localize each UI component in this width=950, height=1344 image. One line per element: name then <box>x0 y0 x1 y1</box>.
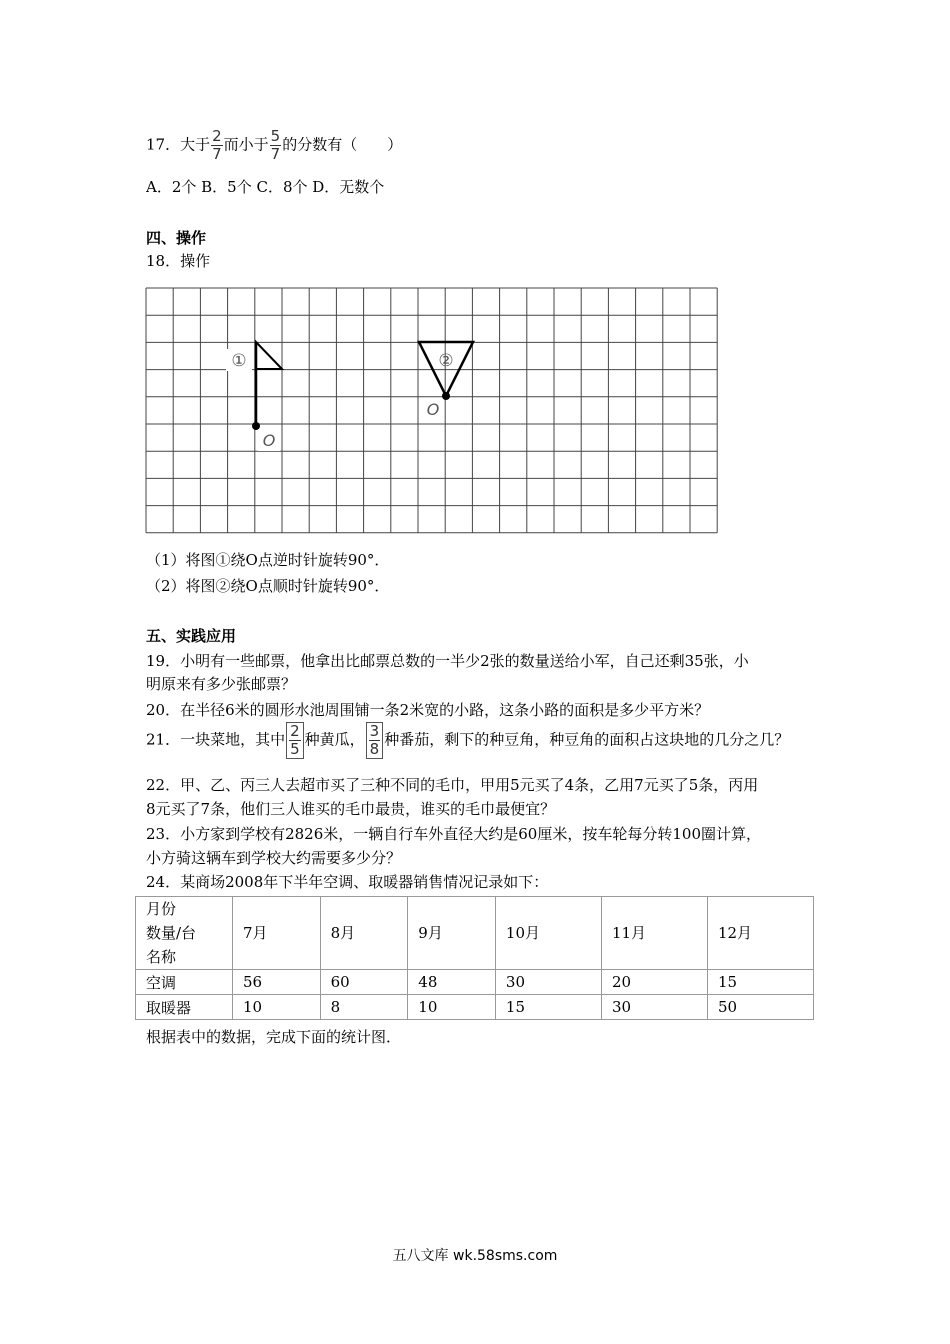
q19-line-1: 19．小明有一些邮票，他拿出比邮票总数的一半少2张的数量送给小军，自己还剩35张，小 <box>146 652 749 670</box>
q17-text-a: 大于 <box>180 135 211 154</box>
q17-fraction-1-num: 2 <box>212 127 222 145</box>
table-cell: 20 <box>601 970 707 995</box>
q17-fraction-1 <box>211 128 223 163</box>
month-header: 9月 <box>408 897 496 970</box>
figure-2-pivot-point <box>442 392 450 400</box>
section5-title: 五、实践应用 <box>146 627 237 645</box>
month-header: 12月 <box>707 897 813 970</box>
q18-task-1: （1）将图①绕O点逆时针旋转90°． <box>146 551 390 569</box>
q17-fraction-2-num: 5 <box>270 127 281 145</box>
table-cell: 30 <box>495 970 601 995</box>
q21-text-c: 种番茄，剩下的种豆角，种豆角的面积占这块地的几分之几？ <box>384 730 790 749</box>
q21-stem <box>146 722 789 759</box>
q17-text-b: 而小于 <box>223 135 269 154</box>
q21-text-b: 种黄瓜， <box>304 730 365 749</box>
figure-1-pivot-point <box>252 422 260 430</box>
figure-1-flag <box>252 342 282 430</box>
row-name: 取暖器 <box>136 995 233 1020</box>
table-cell: 60 <box>320 970 408 995</box>
q19-line-2: 明原来有多少张邮票？ <box>146 675 297 693</box>
table-cell: 10 <box>233 995 321 1020</box>
page-footer: 五八文库 wk.58sms.com <box>392 1248 558 1264</box>
month-header: 10月 <box>495 897 601 970</box>
q24-line-1: 24．某商场2008年下半年空调、取暖器销售情况记录如下： <box>146 873 549 891</box>
table-cell: 56 <box>233 970 321 995</box>
q21-fraction-2-num: 3 <box>369 722 380 740</box>
q21-fraction-1-den: 5 <box>290 740 300 758</box>
point-2-label: O <box>426 400 440 419</box>
rotation-grid-figure <box>144 284 724 540</box>
table-row <box>136 970 814 995</box>
q21-fraction-2-den: 8 <box>369 740 380 758</box>
figure-1-triangle <box>256 342 282 369</box>
table-cell: 50 <box>707 995 813 1020</box>
table-cell: 10 <box>408 995 496 1020</box>
table-cell: 30 <box>601 995 707 1020</box>
month-header: 11月 <box>601 897 707 970</box>
q24-instruction: 根据表中的数据，完成下面的统计图． <box>146 1028 402 1046</box>
q22-line-2: 8元买了7条，他们三人谁买的毛巾最贵，谁买的毛巾最便宜？ <box>146 800 556 818</box>
section4-title: 四、操作 <box>146 229 207 247</box>
q17-fraction-1-den: 7 <box>212 145 222 163</box>
point-1-label: O <box>262 431 276 450</box>
figure-2-label: ② <box>438 351 454 371</box>
q18-task-2: （2）将图②绕O点顺时针旋转90°． <box>146 577 390 595</box>
q17-stem <box>146 128 402 163</box>
q17-options: A．2个 B．5个 C．8个 D．无数个 <box>146 178 385 196</box>
q17-fraction-2-den: 7 <box>270 145 281 163</box>
q22-line-1: 22．甲、乙、丙三人去超市买了三种不同的毛巾，甲用5元买了4条，乙用7元买了5条，丙用 <box>146 776 759 794</box>
q21-text-a: 21．一块菜地，其中 <box>146 730 286 749</box>
table-cell: 15 <box>495 995 601 1020</box>
corner-header-line-name: 名称 <box>146 948 177 966</box>
q17-fraction-2 <box>270 128 282 163</box>
q21-fraction-1-num: 2 <box>290 722 300 740</box>
q21-fraction-2 <box>366 722 384 759</box>
corner-header-line-quantity: 数量/台 <box>146 924 197 942</box>
table-cell: 48 <box>408 970 496 995</box>
q21-fraction-1 <box>286 722 304 759</box>
q23-line-2: 小方骑这辆车到学校大约需要多少分？ <box>146 849 402 867</box>
q17-text-c: 的分数有（ ） <box>282 135 403 154</box>
month-header: 8月 <box>320 897 408 970</box>
row-name: 空调 <box>136 970 233 995</box>
sales-table <box>135 896 814 1020</box>
table-cell: 8 <box>320 995 408 1020</box>
table-header-row <box>136 897 814 970</box>
table-cell: 15 <box>707 970 813 995</box>
q20-line-1: 20．在半径6米的圆形水池周围铺一条2米宽的小路，这条小路的面积是多少平方米？ <box>146 701 710 719</box>
table-corner-header <box>136 897 233 970</box>
month-header: 7月 <box>233 897 321 970</box>
q23-line-1: 23．小方家到学校有2826米，一辆自行车外直径大约是60厘米，按车轮每分转100圈计算， <box>146 825 761 843</box>
figure-1-label: ① <box>231 351 247 371</box>
corner-header-line-month: 月份 <box>146 900 177 918</box>
q17-number: 17． <box>146 135 181 154</box>
q18-title: 18．操作 <box>146 252 211 270</box>
table-row <box>136 995 814 1020</box>
